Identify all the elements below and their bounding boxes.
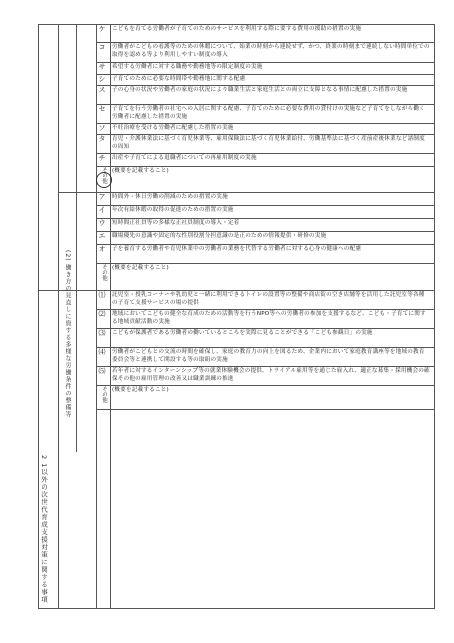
sec1a-item-text: 子育てのために必要な時間帯や勤務地に関する配慮 [112,76,246,82]
sec2-item-row [96,309,434,328]
sec1b-item-text: 職場優先の意識や固定的な性別役割分担意識の是正のための情報提供・研修の実施 [112,233,327,239]
sec1a-item-row [96,85,434,104]
col-divider-section [58,24,59,609]
sec1a-item-row [96,62,434,74]
sec1a-item-text: こどもを育てる労働者が子育てのためのサービスを利用する際に要する費用の援助の措置の実施 [112,26,362,32]
sec2-other-row [96,385,434,409]
sec1a-item-key: タ [98,135,106,143]
sec1a-item-key: サ [98,63,106,71]
sec1a-item-row [96,134,434,153]
sec1b-item-key: オ [98,245,106,253]
subsection-label: (2) 働き方の見直しに資する多様な労働条件の整備等 [64,250,71,419]
sec1a-item-key: コ [98,43,106,51]
sec1b-item-row [96,218,434,231]
sec1b-other-row [96,263,434,290]
sec1a-item-text: 子育てを行う労働者の社宅への入居に関する配慮、子育てのために必要な費用の貸付けの実施など子育てをしながら働く労働者に配慮した措置の実施 [112,106,425,120]
sec2-item-key: ⑵ [98,310,106,318]
col-divider-sub [76,24,77,452]
sec2-item-key: ⑸ [98,367,106,375]
sec1a-other-key: その他 [101,167,107,184]
sec1a-other-row [96,166,434,192]
sec1b-other-key: その他 [101,264,107,281]
chi-circle-mark [96,172,112,188]
sec2-item-row [96,290,434,309]
sec1b-item-text: 時間外・休日労働の削減のための措置の実施 [112,194,228,200]
sec1a-other-text: (概要を記載すること) [112,168,169,174]
sec2-item-key: ⑷ [98,348,106,356]
subsection-top-rule [58,192,96,193]
sec1b-item-row [96,231,434,244]
sec1a-item-row [96,104,434,123]
sec2-other-text: (概要を記載すること) [112,387,169,393]
sec1b-item-key: イ [98,206,106,214]
sec1b-item-key: エ [98,232,106,240]
sec1a-item-text: 出産や子育てによる退職者についての再雇用制度の実施 [112,155,257,161]
sec2-item-key: ⑶ [98,329,106,337]
sec1b-item-text: 短時間正社員等の多様な正社員制度の導入・定着 [112,220,240,226]
sec2-item-text: 労働者がこどもとの交流の時間を確保し、家庭の教育力の向上を図るため、企業内において家庭教育講座等を地域の教育委員会等と連携して開設する等の取組の実施 [112,349,425,363]
sec1b-item-key: ア [98,193,106,201]
sec2-item-text: 若年者に対するインターンシップ等の就業体験機会の提供、トライアル雇用等を通じた雇入れ、適正な募集・採用機会の確保その他の雇用管理の改善又は職業訓練の推進 [112,368,430,382]
sec1b-item-text: 年次有給休暇の取得の促進のための措置の実施 [112,207,234,213]
sec1b-item-text: 子を養育する労働者や育児休業中の労働者の業務を代替する労働者に対する心身の健康への配慮 [112,246,362,252]
sec1a-item-row [96,24,434,42]
sec1a-item-key: シ [98,75,106,83]
sec2-other-key: その他 [101,386,107,403]
sec2-item-row [96,366,434,385]
sec1b-item-row [96,205,434,218]
sec1a-item-text: 育児・介護休業法に基づく育児休業等、雇用保険法に基づく育児休業給付、労働基準法に基づく産前産後休業など諸制度の周知 [112,136,425,150]
sec2-item-key: ⑴ [98,291,106,299]
section2-label: 2 1以外の次世代育成支援対策に関する事項 [40,455,48,604]
sec1a-item-key: ケ [98,25,106,33]
sec1b-item-row [96,244,434,263]
sec2-item-row [96,347,434,366]
sec1a-item-key: ス [98,86,106,94]
sec2-other-rule [96,409,434,410]
sec1a-item-key: ソ [98,124,106,132]
sec1a-item-text: 不妊治療を受ける労働者に配慮した措置の実施 [112,125,234,131]
sec1b-other-text: (概要を記載すること) [112,265,169,271]
sec1a-item-text: 労働者がこどもの看護等のための休暇について、始業の時刻から連続せず、かつ、終業の時刻まで連続しない時間単位での取得を認める等より利用しやすい制度の導入 [112,44,430,58]
sec1a-item-text: 希望する労働者に対する職務や勤務地等の限定制度の実施 [112,64,263,70]
sec1a-item-text: 子の心身の状況や労働者の家庭の状況により職業生活と家庭生活との両立に支障となる事情に配慮した措置の実施 [112,87,408,93]
sec1b-item-row [96,192,434,205]
sec1a-item-row [96,42,434,62]
sec2-item-text: こどもが保護者である労働者の働いているところを実際に見ることができる「こども参観日」の実施 [112,330,373,336]
sec2-item-text: 地域においてこどもの健全な育成のための活動等を行うNPO等への労働者の参加を支援するなど、こども・子育てに関する地域貢献活動の実施 [112,311,426,325]
sec1b-item-key: ウ [98,219,106,227]
sec1a-item-key: チ [98,154,106,162]
sec1a-item-row [96,74,434,85]
sec2-item-text: 託児室・授乳コーナーや乳幼児と一緒に利用できるトイレの設置等の整備や商店街の空き店舗等を活用した託児室等各種の子育て支援サービスの場の提供 [112,292,425,306]
sec2-item-row [96,328,434,347]
sec1a-item-key: セ [98,105,106,113]
sec1a-item-row [96,153,434,166]
sec1a-item-row [96,123,434,134]
